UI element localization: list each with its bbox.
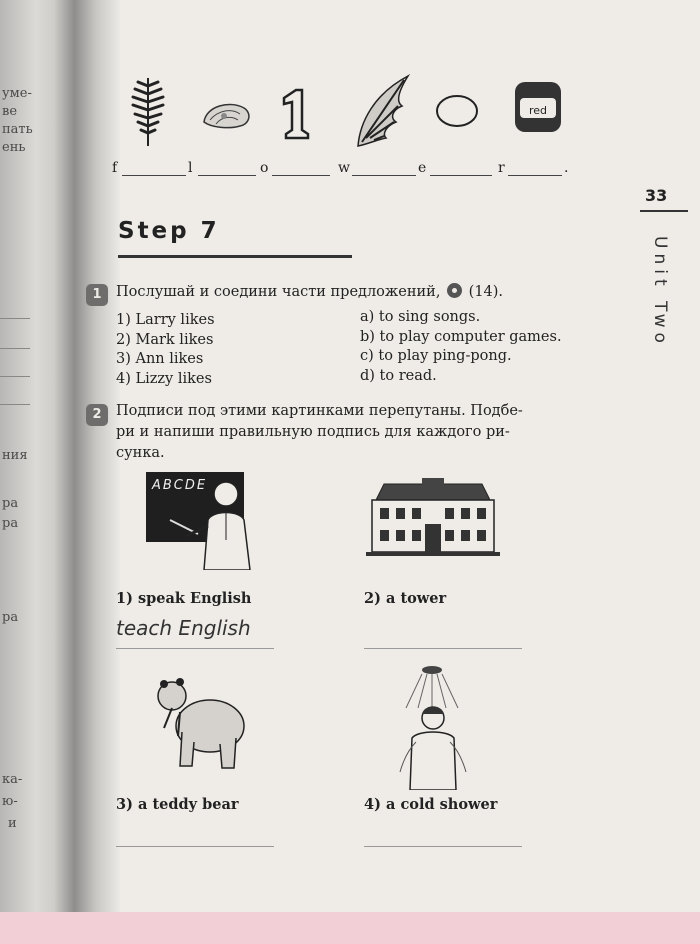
- exercise-number-badge: 2: [86, 404, 108, 426]
- puzzle-letter: o: [260, 160, 269, 176]
- paint-jar-label: red: [528, 104, 548, 117]
- wing-icon: [348, 72, 412, 152]
- list-item: d) to read.: [360, 367, 437, 384]
- puzzle-letter: f: [112, 160, 118, 176]
- list-item: 4) Lizzy likes: [116, 370, 212, 387]
- page-number: 33: [645, 186, 668, 205]
- list-item: b) to play computer games.: [360, 328, 562, 345]
- step-underline: [118, 255, 352, 258]
- track-number: (14).: [468, 284, 504, 300]
- list-item: 3) Ann likes: [116, 351, 204, 367]
- exercise-number-badge: 1: [86, 284, 108, 306]
- bleed-text: пать: [2, 122, 33, 137]
- shower-picture: [390, 662, 480, 790]
- caption-4: 4) a cold shower: [364, 796, 498, 813]
- building-picture: [366, 478, 500, 558]
- bleed-text: ве: [2, 104, 18, 119]
- egg-icon: [434, 92, 480, 130]
- bleed-text: ка-: [2, 772, 23, 787]
- puzzle-end: .: [564, 160, 569, 176]
- instruction-line: ри и напиши правильную подпись для каждого ри-: [116, 424, 510, 440]
- audio-cd-icon: [447, 283, 462, 298]
- fern-leaf-icon: [128, 74, 168, 148]
- instruction-line: сунка.: [116, 445, 165, 461]
- list-item: 2) Mark likes: [116, 331, 214, 348]
- background-surface: [0, 912, 700, 944]
- exercise2-instruction: [116, 401, 523, 464]
- sentence-starts: [116, 311, 215, 389]
- unit-label: Unit Two: [650, 236, 670, 348]
- unit-divider: [640, 210, 688, 212]
- exercise1-instruction: [116, 282, 503, 303]
- handwritten-answer: teach English: [116, 616, 251, 640]
- bleed-text: и: [8, 816, 17, 831]
- list-item: 1) Larry likes: [116, 312, 215, 328]
- bleed-text: ра: [2, 610, 19, 625]
- puzzle-letter: l: [188, 160, 193, 176]
- step-title: Step 7: [118, 218, 220, 244]
- previous-page-edge: [0, 0, 48, 912]
- caption-2: 2) a tower: [364, 590, 447, 607]
- seashell-icon: [200, 98, 256, 132]
- answer-line-2: [364, 648, 522, 649]
- list-item: c) to play ping-pong.: [360, 348, 512, 364]
- puzzle-letter: e: [418, 160, 427, 176]
- picture-row: [128, 72, 598, 152]
- bleed-text: ю-: [2, 794, 18, 809]
- instruction-text: Послушай и соедини части предложений,: [116, 284, 441, 300]
- answer-line-1: [116, 648, 274, 649]
- list-item: a) to sing songs.: [360, 309, 481, 325]
- puzzle-letter: w: [338, 160, 350, 176]
- number-one-icon: [278, 86, 314, 140]
- instruction-line: Подписи под этими картинками перепутаны. Подбе-: [116, 403, 523, 419]
- puzzle-letter: r: [498, 160, 505, 176]
- bleed-text: уме-: [2, 86, 32, 101]
- answer-line-4: [364, 846, 522, 847]
- bleed-text: ра: [2, 516, 19, 531]
- bleed-text: ра: [2, 496, 19, 511]
- caption-3: 3) a teddy bear: [116, 796, 239, 813]
- bear-picture: [150, 676, 250, 772]
- blackboard-letters: ABCDE: [152, 478, 208, 493]
- bleed-text: ния: [2, 448, 28, 463]
- caption-1: 1) speak English: [116, 590, 252, 607]
- sentence-endings: [360, 308, 562, 386]
- bleed-text: ень: [2, 140, 26, 155]
- answer-line-3: [116, 846, 274, 847]
